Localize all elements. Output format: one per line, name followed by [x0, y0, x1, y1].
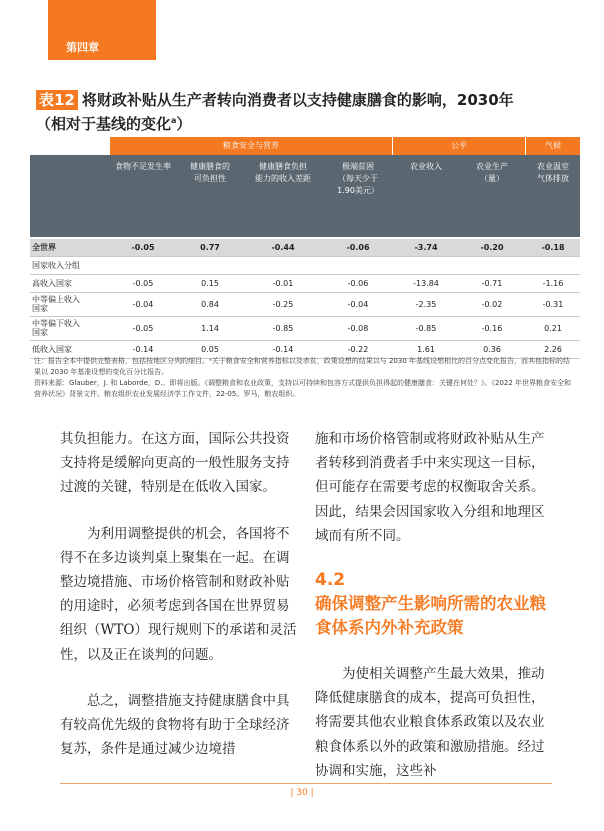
table-cell: 0.15	[201, 279, 219, 288]
table-note: 注：报告全本中提供完整表格，包括按地区分列的细目。ᵃ关于粮食安全和营养指标以及赤贫，政策设想的结果以与 2030 年基线设想相比的百分点变化报告，而其他指标的结果以 2030 年基准设想的变化百分比报告。	[34, 357, 571, 376]
column-header: 食物不足发生率	[115, 162, 171, 171]
row-label: 中等偏下收入 国家	[32, 319, 80, 337]
paragraph: 其负担能力。在这方面，国际公共投资支持将是缓解向更高的一般性服务支持过渡的关键，特别是在低收入国家。	[60, 431, 290, 496]
table-cell: -2.35	[415, 300, 437, 309]
table-row	[30, 239, 580, 256]
footer-divider	[60, 783, 552, 784]
table-cell: -0.06	[346, 243, 370, 252]
table-cell: -0.08	[347, 324, 369, 333]
table-cell: 0.05	[201, 345, 219, 354]
table-cell: -0.85	[415, 324, 437, 333]
table-cell: -0.05	[132, 324, 154, 333]
table-badge: 表12	[36, 90, 78, 110]
table-cell: -1.16	[542, 279, 564, 288]
table-cell: 0.36	[483, 345, 501, 354]
body-column-left	[60, 427, 298, 761]
table-cell: -0.18	[541, 243, 565, 252]
table-title-line1: 将财政补贴从生产者转向消费者以支持健康膳食的影响，2030年	[81, 91, 514, 109]
table-cell: -0.04	[132, 300, 154, 309]
paragraph: 施和市场价格管制或将财政补贴从生产者转移到消费者手中来实现这一目标，但可能存在需要考虑的权衡取舍关系。因此，结果会因国家收入分组和地理区域而有所不同。	[315, 431, 545, 544]
row-label: 低收入国家	[32, 345, 72, 354]
table-title-sup: a	[171, 116, 177, 125]
table-cell: -0.44	[271, 243, 295, 252]
table-row	[30, 275, 580, 292]
table-cell: -0.85	[272, 324, 294, 333]
table-cell: 1.61	[417, 345, 435, 354]
table-cell: -0.25	[272, 300, 294, 309]
table-notes	[34, 356, 574, 400]
table-cell: 1.14	[201, 324, 219, 333]
row-label: 国家收入分组	[32, 261, 80, 270]
table-group-row	[30, 257, 580, 274]
column-header: 农业收入	[410, 162, 442, 171]
table-cell: -0.71	[481, 279, 503, 288]
table-cell: -13.84	[413, 279, 439, 288]
chapter-label: 第四章	[66, 41, 99, 54]
table-cell: 2.26	[544, 345, 562, 354]
table-cell: -3.74	[414, 243, 438, 252]
group-header-equity: 公平	[393, 137, 525, 155]
table-cell: 0.84	[201, 300, 219, 309]
column-header: 健康膳食负担 能力的收入差距	[255, 162, 311, 183]
column-header: 极端贫困 （每天少于 1.90美元）	[337, 162, 379, 195]
table-cell: -0.31	[542, 300, 564, 309]
group-header-food-security: 粮食安全与营养	[110, 137, 392, 155]
section-heading: 确保调整产生影响所需的农业粮食体系内外补充政策	[315, 594, 546, 638]
group-header-climate: 气候	[526, 137, 580, 155]
table-cell: -0.22	[347, 345, 369, 354]
table-cell: 0.77	[200, 243, 220, 252]
table-cell: -0.04	[347, 300, 369, 309]
table-cell: -0.06	[347, 279, 369, 288]
table-cell: 0.21	[544, 324, 562, 333]
table-title-line2-end: ）	[176, 115, 192, 133]
page-number: | 30 |	[290, 788, 314, 798]
paragraph: 总之，调整措施支持健康膳食中具有较高优先级的食物将有助于全球经济复苏，条件是通过减少边境措	[60, 692, 290, 758]
table-cell: -0.20	[480, 243, 504, 252]
paragraph: 为使相关调整产生最大效果，推动降低健康膳食的成本，提高可负担性，将需要其他农业粮食体系政策以及农业粮食体系以外的政策和激励措施。经过协调和实施，这些补	[315, 666, 545, 779]
table-title	[36, 90, 576, 135]
row-label: 高收入国家	[32, 279, 72, 288]
chapter-tab	[48, 0, 156, 60]
table-source: 资料来源：Glauber，J. 和 Laborde，D.。即将出版。《调整粮食和农业政策，支持以可持续和包容方式提供负担得起的健康膳食：关键在何处？》。《2022 年世界粮食安全和营养状况》背景文件。粮农组织农业发展经济学工作文件，22-05。罗马，粮农组织。	[34, 379, 572, 398]
table-cell: -0.01	[272, 279, 294, 288]
table-row	[30, 317, 580, 340]
table-title-line2: （相对于基线的变化	[36, 115, 172, 133]
column-header: 农业温室 气体排放	[537, 162, 569, 183]
row-label: 全世界	[32, 243, 56, 252]
column-header: 农业生产 （量）	[476, 162, 508, 183]
paragraph: 为利用调整提供的机会，各国将不得不在多边谈判桌上聚集在一起。在调整边境措施、市场价格管制和财政补贴的用途时，必须考虑到各国在世界贸易组织（WTO）现行规则下的承诺和灵活性，以及正在谈判的问题。	[60, 525, 297, 663]
table-cell: -0.05	[131, 243, 155, 252]
section-number: 4.2	[315, 570, 346, 591]
column-header: 健康膳食的 可负担性	[190, 162, 230, 183]
table-cell: -0.05	[132, 279, 154, 288]
table-cell: -0.14	[272, 345, 294, 354]
table-cell: -0.14	[132, 345, 154, 354]
table-row	[30, 293, 580, 316]
row-label: 中等偏上收入 国家	[32, 295, 80, 313]
table-cell: -0.16	[481, 324, 503, 333]
table-cell: -0.02	[481, 300, 503, 309]
body-column-right	[315, 427, 551, 783]
